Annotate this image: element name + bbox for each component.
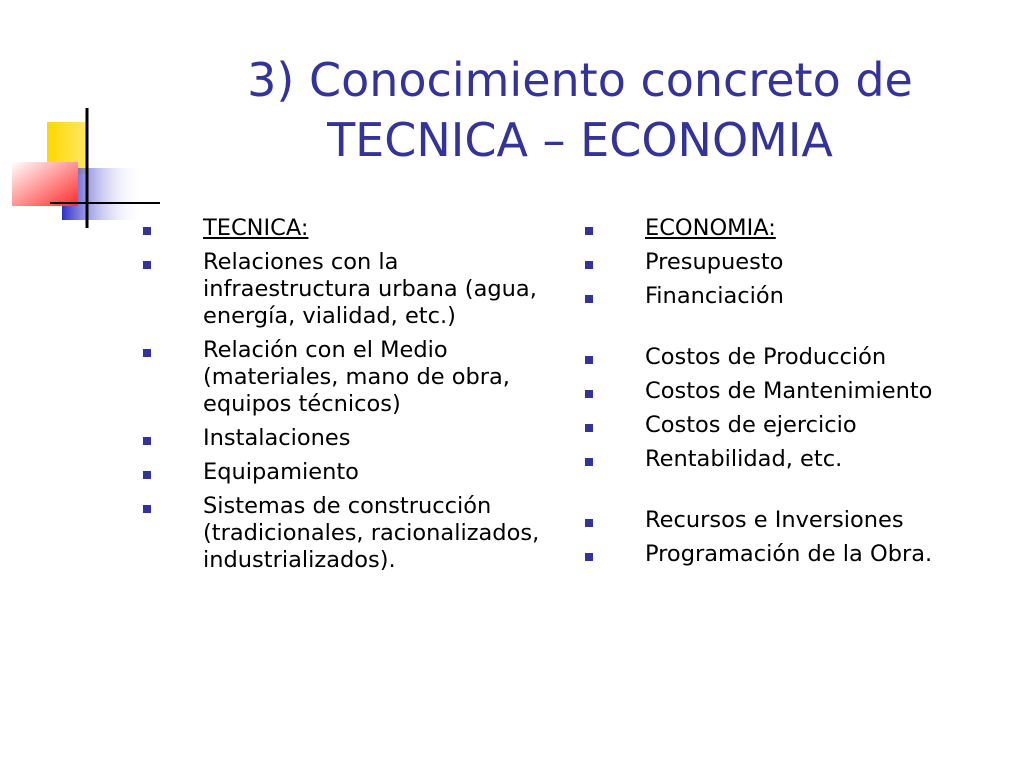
list-item-text: Presupuesto — [645, 249, 784, 275]
economia-heading: ECONOMIA: — [645, 215, 776, 241]
decorative-squares-graphic — [0, 100, 160, 240]
bullet-icon — [143, 437, 151, 445]
title-line-1: 3) Conocimiento concreto de — [247, 53, 913, 107]
list-item — [585, 344, 1005, 371]
bullet-icon — [585, 458, 593, 466]
bullet-icon — [143, 261, 151, 269]
list-item — [585, 412, 1005, 439]
bullet-icon — [585, 519, 593, 527]
list-item — [143, 337, 563, 418]
tecnica-heading: TECNICA: — [203, 215, 309, 241]
list-item — [585, 541, 1005, 568]
slide-title — [140, 50, 1020, 170]
bullet-icon — [585, 227, 593, 235]
list-item — [143, 493, 563, 574]
bullet-icon — [585, 261, 593, 269]
bullet-icon — [585, 424, 593, 432]
list-item-text: Costos de Mantenimiento — [645, 378, 933, 404]
list-item-text: Relaciones con la infraestructura urbana (agua, energía, vialidad, etc.) — [203, 249, 537, 329]
bullet-icon — [143, 471, 151, 479]
list-item-text: Costos de Producción — [645, 344, 887, 370]
bullet-icon — [143, 505, 151, 513]
list-item — [143, 215, 563, 242]
bullet-icon — [585, 553, 593, 561]
list-item-text: Instalaciones — [203, 425, 351, 451]
list-item — [585, 378, 1005, 405]
bullet-icon — [585, 390, 593, 398]
list-item — [143, 425, 563, 452]
list-item — [585, 283, 1005, 310]
red-square — [12, 162, 78, 206]
list-item-text: Relación con el Medio (materiales, mano de obra, equipos técnicos) — [203, 337, 510, 417]
bullet-icon — [585, 295, 593, 303]
list-item-text: Recursos e Inversiones — [645, 507, 904, 533]
list-item-text: Financiación — [645, 283, 784, 309]
list-item — [585, 215, 1005, 242]
list-item-text: Equipamiento — [203, 459, 359, 485]
bullet-icon — [143, 227, 151, 235]
title-line-2: TECNICA – ECONOMIA — [327, 113, 833, 167]
economia-list — [585, 215, 1005, 575]
list-item-text: Costos de ejercicio — [645, 412, 857, 438]
bullet-icon — [585, 356, 593, 364]
list-item-text: Sistemas de construcción (tradicionales, racionalizados, industrializados). — [203, 493, 540, 573]
list-item — [585, 446, 1005, 473]
list-item-text: Programación de la Obra. — [645, 541, 933, 567]
list-item — [585, 249, 1005, 276]
list-item — [585, 507, 1005, 534]
list-item — [143, 249, 563, 330]
bullet-icon — [143, 349, 151, 357]
tecnica-list — [143, 215, 563, 581]
list-item — [143, 459, 563, 486]
list-item-text: Rentabilidad, etc. — [645, 446, 843, 472]
